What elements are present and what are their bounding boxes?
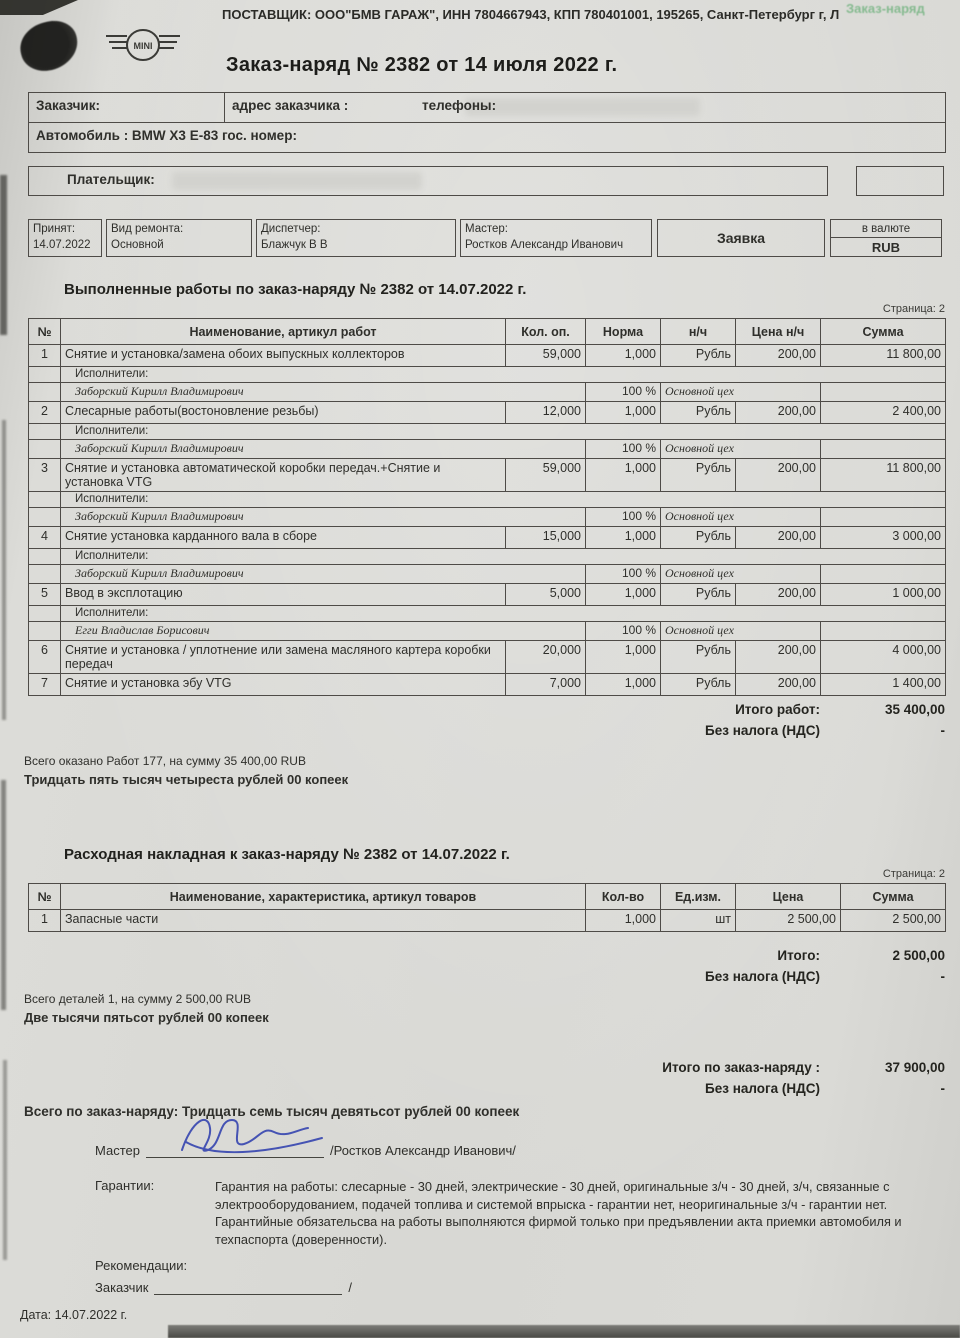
executor-name: Заборский Кирилл Владимирович bbox=[61, 565, 586, 584]
executors-label-row bbox=[29, 424, 946, 440]
work-row bbox=[29, 345, 946, 367]
mini-logo-text: MINI bbox=[133, 41, 153, 51]
col-header-name: Наименование, артикул работ bbox=[61, 319, 506, 345]
executor-name: Егги Владислав Борисович bbox=[61, 622, 586, 641]
cell-name: Ввод в эксплотацию bbox=[61, 584, 506, 606]
executor-name: Заборский Кирилл Владимирович bbox=[61, 508, 586, 527]
executor-shop: Основной цех bbox=[661, 565, 821, 584]
cell-name: Снятие и установка эбу VTG bbox=[61, 674, 506, 696]
cell-empty bbox=[29, 549, 61, 565]
grand-novat-row bbox=[538, 1081, 945, 1102]
recommendations-label: Рекомендации: bbox=[95, 1258, 188, 1273]
executor-shop: Основной цех bbox=[661, 440, 821, 459]
warranty-label: Гарантии: bbox=[95, 1178, 155, 1193]
currency-label: в валюте bbox=[831, 220, 941, 238]
cell-unit: Рубль bbox=[661, 674, 736, 696]
cell-sum: 11 800,00 bbox=[821, 345, 946, 367]
cell-price: 2 500,00 bbox=[736, 910, 841, 932]
cell-sum: 1 000,00 bbox=[821, 584, 946, 606]
parts-summary-line: Всего деталей 1, на сумму 2 500,00 RUB bbox=[24, 992, 252, 1006]
executors-label-row bbox=[29, 549, 946, 565]
parts-header-row bbox=[29, 884, 946, 910]
works-header-row bbox=[29, 319, 946, 345]
master-sign-name: /Ростков Александр Иванович/ bbox=[329, 1143, 516, 1158]
work-row bbox=[29, 584, 946, 606]
work-row bbox=[29, 459, 946, 492]
cell-num: 3 bbox=[29, 459, 61, 492]
warranty-text: Гарантия на работы: слесарные - 30 дней, электрические - 30 дней, оригинальные з/ч - 30 дней, з/ч, связанные с электрооборудованием, подачей топлива и системой впрыска - гарантии нет, неоригинальные з/ч - гарантии нет. Гарантийные обязательсва на работы выполняются фирмой только при предъявлении акта приемки автомобиля и техпаспорта (доверенности). bbox=[215, 1179, 902, 1247]
cell-name: Запасные части bbox=[61, 910, 586, 932]
grand-total-value: 37 900,00 bbox=[884, 1060, 945, 1075]
parts-total-value: 2 500,00 bbox=[892, 948, 945, 963]
executors-label: Исполнители: bbox=[61, 606, 946, 622]
parts-table bbox=[28, 883, 946, 932]
works-total-row bbox=[538, 702, 945, 723]
grand-novat-label: Без налога (НДС) bbox=[705, 1081, 820, 1096]
col-header-price: Цена н/ч bbox=[736, 319, 821, 345]
grand-total-words: Всего по заказ-наряду: Тридцать семь тысяч девятьсот рублей 00 копеек bbox=[24, 1104, 520, 1119]
executor-percent: 100 % bbox=[586, 622, 661, 641]
executor-percent: 100 % bbox=[586, 440, 661, 459]
cell-empty bbox=[29, 424, 61, 440]
executor-shop: Основной цех bbox=[661, 622, 821, 641]
cell-unit: Рубль bbox=[661, 641, 736, 674]
cell-unit: шт bbox=[661, 910, 736, 932]
cell-unit: Рубль bbox=[661, 402, 736, 424]
payer-box bbox=[28, 166, 828, 196]
cell-num: 7 bbox=[29, 674, 61, 696]
cell-qty: 7,000 bbox=[506, 674, 586, 696]
cell-price: 200,00 bbox=[736, 584, 821, 606]
master-label: Мастер: bbox=[465, 223, 508, 235]
cell-unit: Рубль bbox=[661, 527, 736, 549]
currency-value: RUB bbox=[871, 240, 901, 255]
cell-empty bbox=[821, 440, 946, 459]
cell-num: 1 bbox=[29, 910, 61, 932]
scan-edge-artifact bbox=[3, 1060, 7, 1260]
bleed-through-text: Заказ-наряд bbox=[846, 1, 925, 16]
customer-sign-slash: / bbox=[348, 1280, 353, 1295]
col-header-num: № bbox=[29, 884, 61, 910]
supplier-line: ПОСТАВЩИК: ООО"БМВ ГАРАЖ", ИНН 7804667943, КПП 780401001, 195265, Санкт-Петербург г, Л bbox=[222, 7, 840, 22]
grand-total-label: Итого по заказ-наряду : bbox=[662, 1060, 820, 1075]
executor-name: Заборский Кирилл Владимирович bbox=[61, 440, 586, 459]
cell-num: 5 bbox=[29, 584, 61, 606]
cell-price: 200,00 bbox=[736, 674, 821, 696]
cell-unit: Рубль bbox=[661, 584, 736, 606]
executor-row bbox=[29, 508, 946, 527]
cell-price: 200,00 bbox=[736, 527, 821, 549]
executors-label-row bbox=[29, 606, 946, 622]
master-value: Ростков Александр Иванович bbox=[465, 238, 624, 251]
master-sign-label: Мастер bbox=[95, 1143, 140, 1158]
cell-sum: 11 800,00 bbox=[821, 459, 946, 492]
executors-label: Исполнители: bbox=[61, 367, 946, 383]
executor-percent: 100 % bbox=[586, 383, 661, 402]
executor-shop: Основной цех bbox=[661, 508, 821, 527]
customer-sign-label: Заказчик bbox=[95, 1280, 149, 1295]
work-row bbox=[29, 641, 946, 674]
cell-num: 6 bbox=[29, 641, 61, 674]
accepted-label: Принят: bbox=[33, 223, 76, 235]
cell-empty bbox=[821, 565, 946, 584]
executors-label: Исполнители: bbox=[61, 492, 946, 508]
col-header-qty: Кол-во bbox=[586, 884, 661, 910]
cell-qty: 59,000 bbox=[506, 345, 586, 367]
executor-name: Заборский Кирилл Владимирович bbox=[61, 383, 586, 402]
cell-sum: 3 000,00 bbox=[821, 527, 946, 549]
part-row bbox=[29, 910, 946, 932]
cell-norm: 1,000 bbox=[586, 345, 661, 367]
col-header-price: Цена bbox=[736, 884, 841, 910]
customer-signature-line bbox=[95, 1280, 352, 1295]
customer-label: Заказчик: bbox=[29, 93, 225, 123]
col-header-num: № bbox=[29, 319, 61, 345]
executor-percent: 100 % bbox=[586, 565, 661, 584]
works-totals bbox=[538, 702, 945, 744]
executor-row bbox=[29, 565, 946, 584]
mini-logo-graphic bbox=[103, 21, 183, 69]
cell-empty bbox=[29, 508, 61, 527]
cell-name: Снятие и установка/замена обоих выпускных коллекторов bbox=[61, 345, 506, 367]
cell-empty bbox=[29, 383, 61, 402]
works-table bbox=[28, 318, 946, 696]
cell-empty bbox=[821, 508, 946, 527]
works-novat-value: - bbox=[940, 723, 945, 738]
cell-unit: Рубль bbox=[661, 345, 736, 367]
col-header-sum: Сумма bbox=[841, 884, 946, 910]
grand-novat-value: - bbox=[940, 1081, 945, 1096]
cell-qty: 1,000 bbox=[586, 910, 661, 932]
accepted-box bbox=[28, 219, 102, 257]
customer-row bbox=[29, 93, 946, 123]
parts-amount-words: Две тысячи пятьсот рублей 00 копеек bbox=[24, 1010, 269, 1025]
cell-norm: 1,000 bbox=[586, 527, 661, 549]
works-total-label: Итого работ: bbox=[735, 702, 820, 717]
cell-num: 2 bbox=[29, 402, 61, 424]
cell-sum: 2 400,00 bbox=[821, 402, 946, 424]
grand-totals bbox=[538, 1060, 945, 1102]
cell-sum: 4 000,00 bbox=[821, 641, 946, 674]
request-label: Заявка bbox=[716, 229, 766, 246]
cell-qty: 12,000 bbox=[506, 402, 586, 424]
cell-qty: 20,000 bbox=[506, 641, 586, 674]
cell-norm: 1,000 bbox=[586, 674, 661, 696]
col-header-unit: Ед.изм. bbox=[661, 884, 736, 910]
car-row bbox=[29, 123, 946, 153]
cell-norm: 1,000 bbox=[586, 459, 661, 492]
parts-novat-label: Без налога (НДС) bbox=[705, 969, 820, 984]
customer-table bbox=[28, 92, 946, 153]
executor-row bbox=[29, 622, 946, 641]
cell-empty bbox=[821, 622, 946, 641]
cell-norm: 1,000 bbox=[586, 584, 661, 606]
executor-row bbox=[29, 383, 946, 402]
handwritten-signature bbox=[172, 1110, 347, 1160]
cell-unit: Рубль bbox=[661, 459, 736, 492]
executor-row bbox=[29, 440, 946, 459]
work-row bbox=[29, 527, 946, 549]
executor-shop: Основной цех bbox=[661, 383, 821, 402]
col-header-name: Наименование, характеристика, артикул товаров bbox=[61, 884, 586, 910]
master-box bbox=[460, 219, 652, 257]
scan-edge-artifact bbox=[0, 175, 7, 335]
col-header-qty: Кол. оп. bbox=[506, 319, 586, 345]
cell-norm: 1,000 bbox=[586, 641, 661, 674]
dispatcher-box bbox=[256, 219, 456, 257]
parts-novat-value: - bbox=[940, 969, 945, 984]
payer-side-box bbox=[856, 166, 944, 196]
cell-empty bbox=[29, 440, 61, 459]
cell-num: 1 bbox=[29, 345, 61, 367]
work-row bbox=[29, 402, 946, 424]
executors-label-row bbox=[29, 492, 946, 508]
parts-totals bbox=[538, 948, 945, 990]
address-label: адрес заказчика : bbox=[232, 98, 349, 113]
works-amount-words: Тридцать пять тысяч четыреста рублей 00 копеек bbox=[24, 772, 349, 787]
executor-percent: 100 % bbox=[586, 508, 661, 527]
currency-box bbox=[830, 219, 942, 257]
work-row bbox=[29, 674, 946, 696]
repair-type-label: Вид ремонта: bbox=[111, 223, 184, 235]
executors-label: Исполнители: bbox=[61, 424, 946, 440]
car-label: Автомобиль : BMW X3 E-83 гос. номер: bbox=[29, 123, 946, 153]
accepted-value: 14.07.2022 bbox=[33, 238, 91, 251]
date-line: Дата: 14.07.2022 г. bbox=[20, 1308, 128, 1322]
cell-empty bbox=[29, 622, 61, 641]
cell-name: Снятие и установка / уплотнение или замена масляного картера коробки передач bbox=[61, 641, 506, 674]
cell-sum: 1 400,00 bbox=[821, 674, 946, 696]
cell-price: 200,00 bbox=[736, 459, 821, 492]
cell-empty bbox=[29, 565, 61, 584]
scan-bottom-artifact bbox=[168, 1325, 960, 1338]
cell-price: 200,00 bbox=[736, 402, 821, 424]
cell-qty: 15,000 bbox=[506, 527, 586, 549]
mini-logo bbox=[103, 21, 183, 74]
cell-qty: 59,000 bbox=[506, 459, 586, 492]
cell-price: 200,00 bbox=[736, 641, 821, 674]
parts-total-row bbox=[538, 948, 945, 969]
works-novat-label: Без налога (НДС) bbox=[705, 723, 820, 738]
cell-empty bbox=[29, 606, 61, 622]
works-section-title: Выполненные работы по заказ-наряду № 2382 от 14.07.2022 г. bbox=[64, 281, 527, 298]
cell-name: Слесарные работы(востоновление резьбы) bbox=[61, 402, 506, 424]
scan-edge-artifact bbox=[1, 780, 6, 1010]
dispatcher-label: Диспетчер: bbox=[261, 223, 321, 235]
parts-page-label: Страница: 2 bbox=[882, 868, 945, 880]
cell-num: 4 bbox=[29, 527, 61, 549]
parts-novat-row bbox=[538, 969, 945, 990]
cell-norm: 1,000 bbox=[586, 402, 661, 424]
col-header-norm: Норма bbox=[586, 319, 661, 345]
scan-corner-artifact bbox=[0, 0, 78, 15]
document-title: Заказ-наряд № 2382 от 14 июля 2022 г. bbox=[226, 54, 618, 76]
request-box bbox=[657, 219, 825, 257]
cell-empty bbox=[29, 492, 61, 508]
works-summary-line: Всего оказано Работ 177, на сумму 35 400,00 RUB bbox=[24, 754, 306, 768]
cell-sum: 2 500,00 bbox=[841, 910, 946, 932]
dispatcher-value: Блажчук В В bbox=[261, 238, 328, 251]
parts-section-title: Расходная накладная к заказ-наряду № 2382 от 14.07.2022 г. bbox=[64, 846, 510, 863]
repair-type-value: Основной bbox=[111, 238, 164, 251]
cell-empty bbox=[29, 367, 61, 383]
works-novat-row bbox=[538, 723, 945, 744]
phones-label: телефоны: bbox=[422, 98, 497, 113]
cell-price: 200,00 bbox=[736, 345, 821, 367]
executors-label-row bbox=[29, 367, 946, 383]
cell-empty bbox=[821, 383, 946, 402]
executors-label: Исполнители: bbox=[61, 549, 946, 565]
signature-line bbox=[154, 1280, 342, 1295]
payer-label: Плательщик: bbox=[67, 172, 155, 187]
cell-name: Снятие и установка автоматической коробки передач.+Снятие и установка VTG bbox=[61, 459, 506, 492]
grand-total-row bbox=[538, 1060, 945, 1081]
repair-type-box bbox=[106, 219, 252, 257]
cell-name: Снятие установка карданного вала в сборе bbox=[61, 527, 506, 549]
works-page-label: Страница: 2 bbox=[882, 303, 945, 315]
col-header-unit: н/ч bbox=[661, 319, 736, 345]
cell-qty: 5,000 bbox=[506, 584, 586, 606]
col-header-sum: Сумма bbox=[821, 319, 946, 345]
customer-contacts-cell bbox=[225, 93, 946, 123]
scan-edge-artifact bbox=[2, 420, 6, 720]
scan-blob-artifact bbox=[15, 16, 83, 77]
parts-total-label: Итого: bbox=[777, 948, 820, 963]
works-total-value: 35 400,00 bbox=[884, 702, 945, 717]
